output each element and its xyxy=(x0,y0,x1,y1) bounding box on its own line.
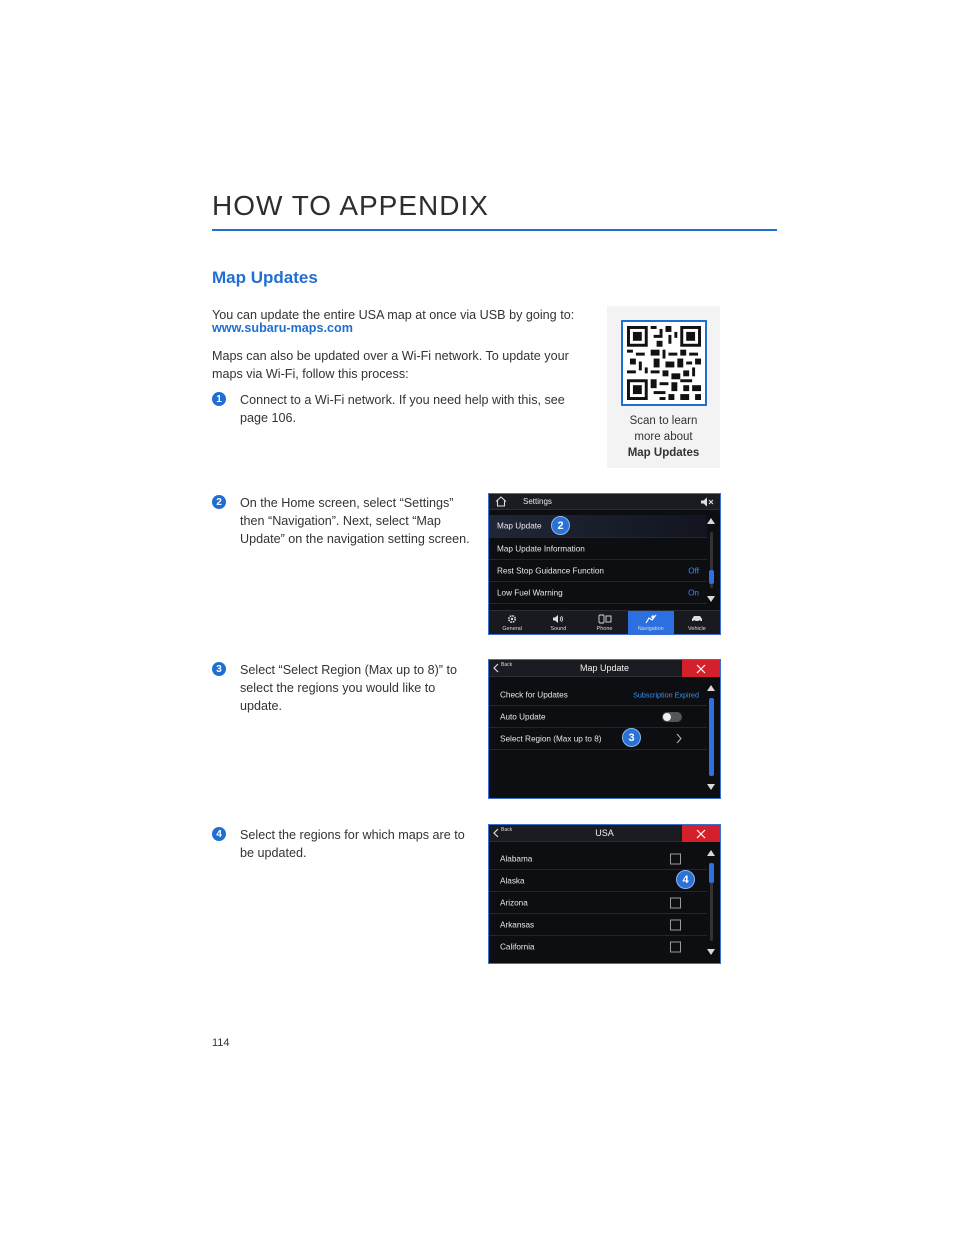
usa-region-screen xyxy=(488,824,721,964)
qr-caption-bold: Map Updates xyxy=(627,447,700,459)
row-label: Low Fuel Warning xyxy=(497,588,563,597)
usa-top-bar xyxy=(489,825,720,842)
row-label: Map Update Information xyxy=(497,544,585,553)
step-text xyxy=(240,661,502,715)
region-checkbox[interactable] xyxy=(670,853,681,864)
step-line: Update” on the navigation setting screen. xyxy=(240,532,470,546)
chevron-left-icon xyxy=(493,828,499,838)
region-row-arizona[interactable] xyxy=(489,892,707,914)
row-value: On xyxy=(688,588,699,597)
scroll-thumb[interactable] xyxy=(709,570,714,584)
map-update-scrollbar[interactable] xyxy=(706,682,717,794)
step-line: update. xyxy=(240,699,283,713)
back-button[interactable] xyxy=(493,828,512,838)
callout-badge: 2 xyxy=(551,516,570,535)
step-number-badge: 2 xyxy=(212,495,226,509)
row-check-for-updates[interactable] xyxy=(489,684,707,706)
intro-line: You can update the entire USA map at once via USB by going to: xyxy=(212,308,575,322)
step-number-badge: 3 xyxy=(212,662,226,676)
tab-label: Phone xyxy=(596,626,613,632)
scroll-down-icon[interactable] xyxy=(707,949,715,955)
scroll-thumb[interactable] xyxy=(709,863,714,883)
qr-caption-line-2: more about xyxy=(634,431,693,443)
scroll-thumb[interactable] xyxy=(709,698,714,776)
region-checkbox[interactable] xyxy=(670,897,681,908)
callout-badge: 4 xyxy=(676,870,695,889)
settings-row-low-fuel-warning[interactable] xyxy=(489,582,707,604)
intro-paragraph-line-1: Maps can also be updated over a Wi-Fi network. To update your xyxy=(212,349,569,363)
auto-update-toggle[interactable] xyxy=(662,712,682,722)
step-number-badge: 4 xyxy=(212,827,226,841)
toggle-knob xyxy=(663,713,671,721)
region-checkbox[interactable] xyxy=(670,919,681,930)
tab-vehicle[interactable] xyxy=(674,611,720,634)
row-label: Select Region (Max up to 8) xyxy=(500,734,602,743)
chevron-right-icon xyxy=(676,733,682,746)
region-row-california[interactable] xyxy=(489,936,707,958)
qr-code[interactable] xyxy=(621,320,707,406)
qr-code-panel xyxy=(607,306,720,468)
settings-top-bar xyxy=(489,494,720,510)
section-title: Map Updates xyxy=(212,268,318,287)
settings-title: Settings xyxy=(523,497,552,506)
step-line: Connect to a Wi-Fi network. If you need help with this, see xyxy=(240,393,565,407)
home-icon[interactable] xyxy=(495,496,507,509)
row-label: Auto Update xyxy=(500,712,546,721)
region-row-alabama[interactable] xyxy=(489,848,707,870)
step-line: Select “Select Region (Max up to 8)” to xyxy=(240,663,457,677)
step-line: Select the regions for which maps are to xyxy=(240,828,465,842)
subscription-status: Subscription Expired xyxy=(633,690,699,699)
close-button[interactable] xyxy=(682,660,720,677)
scroll-down-icon[interactable] xyxy=(707,784,715,790)
step-line: then “Navigation”. Next, select “Map xyxy=(240,514,441,528)
scroll-down-icon[interactable] xyxy=(707,596,715,602)
scroll-up-icon[interactable] xyxy=(707,685,715,691)
header-divider xyxy=(212,229,777,231)
tab-phone[interactable] xyxy=(581,611,627,634)
region-label: Alabama xyxy=(500,854,533,863)
map-update-title: Map Update xyxy=(579,663,630,673)
subaru-maps-link[interactable]: www.subaru-maps.com xyxy=(212,321,353,335)
settings-screen xyxy=(488,493,721,635)
map-update-screen xyxy=(488,659,721,799)
settings-row-map-update-information[interactable] xyxy=(489,538,707,560)
settings-tab-bar xyxy=(489,610,720,634)
back-button[interactable] xyxy=(493,663,512,673)
step-line: page 106. xyxy=(240,411,297,425)
step-text xyxy=(240,494,502,548)
region-checkbox[interactable] xyxy=(670,942,681,953)
step-line: On the Home screen, select “Settings” xyxy=(240,496,454,510)
region-label: California xyxy=(500,942,535,952)
region-label: Arizona xyxy=(500,898,528,907)
settings-row-rest-stop-guidance[interactable] xyxy=(489,560,707,582)
step-text xyxy=(240,826,502,862)
settings-scrollbar[interactable] xyxy=(706,516,717,604)
mute-icon[interactable] xyxy=(700,497,714,509)
tab-label: General xyxy=(502,626,522,632)
close-icon xyxy=(696,829,706,839)
back-label: Back xyxy=(501,662,513,668)
usa-scrollbar[interactable] xyxy=(706,847,717,959)
row-select-region[interactable] xyxy=(489,728,707,750)
tab-sound[interactable] xyxy=(535,611,581,634)
tab-label: Vehicle xyxy=(688,626,706,632)
step-line: select the regions you would like to xyxy=(240,681,436,695)
map-update-top-bar xyxy=(489,660,720,677)
step-text xyxy=(240,391,600,427)
region-row-alaska[interactable] xyxy=(489,870,707,892)
back-label: Back xyxy=(501,827,513,833)
region-row-arkansas[interactable] xyxy=(489,914,707,936)
speaker-icon xyxy=(552,614,564,626)
qr-caption xyxy=(607,413,720,461)
page-header-title: HOW TO APPENDIX xyxy=(212,190,489,221)
step-line: be updated. xyxy=(240,846,307,860)
row-label: Rest Stop Guidance Function xyxy=(497,566,604,575)
scroll-up-icon[interactable] xyxy=(707,518,715,524)
phone-icon xyxy=(598,614,612,626)
row-auto-update[interactable] xyxy=(489,706,707,728)
qr-caption-line-1: Scan to learn xyxy=(629,415,698,427)
row-label: Map Update xyxy=(497,521,542,531)
tab-navigation[interactable] xyxy=(628,611,674,634)
scroll-up-icon[interactable] xyxy=(707,850,715,856)
tab-general[interactable] xyxy=(489,611,535,634)
close-button[interactable] xyxy=(682,825,720,842)
callout-badge: 3 xyxy=(622,728,641,747)
region-label: Arkansas xyxy=(500,920,535,929)
row-label: Check for Updates xyxy=(500,690,568,699)
chevron-left-icon xyxy=(493,663,499,673)
tab-label: Navigation xyxy=(637,626,664,632)
car-icon xyxy=(691,614,703,626)
tab-label: Sound xyxy=(550,626,567,632)
settings-row-map-update[interactable] xyxy=(489,515,707,538)
row-value: Off xyxy=(688,566,699,575)
qr-code-image xyxy=(627,326,701,400)
page-number: 114 xyxy=(212,1037,230,1049)
map-pin-icon xyxy=(645,614,657,626)
step-number-badge: 1 xyxy=(212,392,226,406)
usa-title: USA xyxy=(595,828,614,838)
intro-paragraph-line-2: maps via Wi-Fi, follow this process: xyxy=(212,367,409,381)
gear-icon xyxy=(507,614,517,626)
close-icon xyxy=(696,664,706,674)
region-label: Alaska xyxy=(500,876,525,885)
